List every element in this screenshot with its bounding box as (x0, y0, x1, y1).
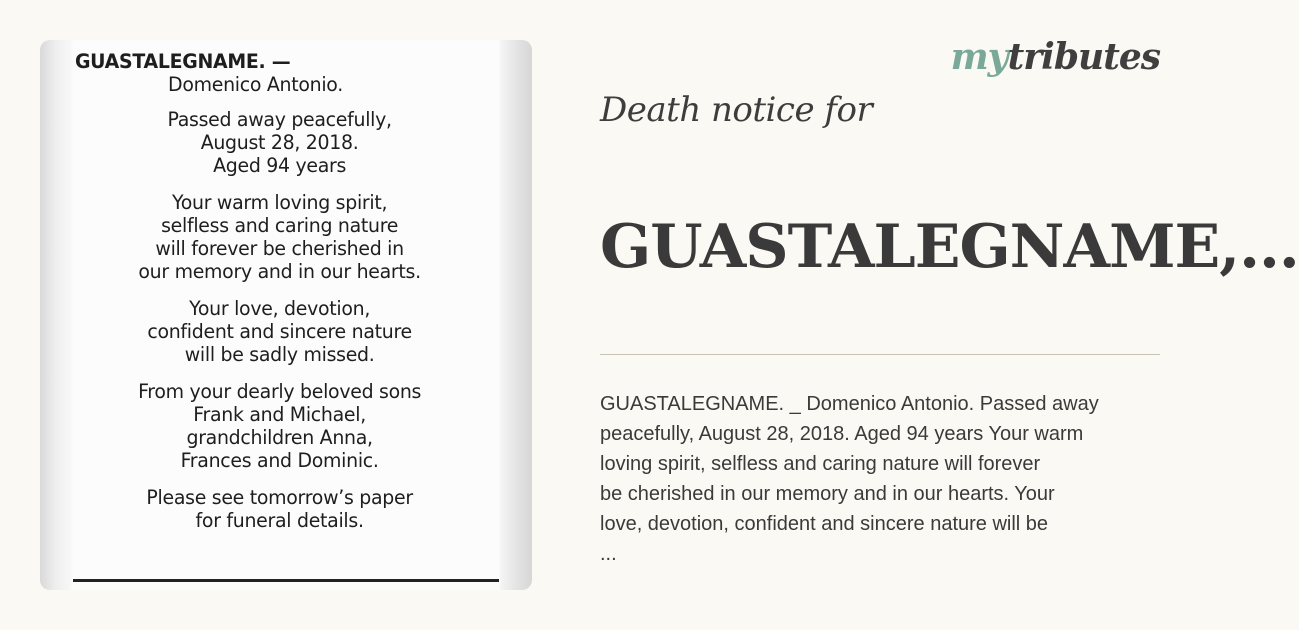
clipping-line: August 28, 2018. (200, 131, 359, 154)
clipping-paragraph-passing (73, 108, 486, 177)
clipping-paragraph-love (73, 297, 486, 366)
clipping-line: Aged 94 years (213, 154, 347, 177)
clipping-line: Please see tomorrow’s paper (146, 486, 413, 509)
clipping-line: From your dearly beloved sons (138, 380, 422, 403)
excerpt-line: loving spirit, selfless and caring nature will forever (600, 453, 1041, 475)
clipping-line: selfless and caring nature (161, 214, 399, 237)
clipping-paragraph-spirit (73, 191, 486, 283)
logo-part-my: my (950, 36, 1008, 78)
excerpt-line: peacefully, August 28, 2018. Aged 94 years Your warm (600, 423, 1084, 445)
clipping-line: Frances and Dominic. (180, 449, 379, 472)
clipping-line: Passed away peacefully, (167, 108, 392, 131)
logo-part-tributes: tributes (1007, 36, 1160, 78)
clipping-surname: GUASTALEGNAME. — (74, 50, 291, 73)
clipping-line: will be sadly missed. (184, 343, 375, 366)
clipping-text (73, 50, 486, 532)
mytributes-logo[interactable] (951, 36, 1160, 78)
divider (600, 354, 1160, 355)
notice-excerpt (600, 389, 1160, 569)
clipping-paragraph-funeral (73, 486, 486, 532)
notice-kicker: Death notice for (600, 90, 873, 130)
clipping-line: Your warm loving spirit, (172, 191, 388, 214)
clipping-line: Your love, devotion, (189, 297, 371, 320)
clipping-given-names: Domenico Antonio. (168, 73, 343, 96)
excerpt-line: ... (600, 543, 617, 565)
deceased-name-heading: GUASTALEGNAME,... (600, 212, 1299, 282)
clipping-line: grandchildren Anna, (186, 426, 373, 449)
notice-clipping-image (40, 40, 532, 590)
clipping-line: will forever be cherished in (155, 237, 404, 260)
clipping-heading (75, 50, 486, 96)
clipping-paragraph-family (73, 380, 486, 472)
clipping-line: Frank and Michael, (193, 403, 366, 426)
clipping-line: confident and sincere nature (147, 320, 412, 343)
excerpt-line: be cherished in our memory and in our hearts. Your (600, 483, 1055, 505)
excerpt-line: GUASTALEGNAME. _ Domenico Antonio. Passed away (600, 393, 1099, 415)
excerpt-line: love, devotion, confident and sincere nature will be (600, 513, 1049, 535)
clipping-line: for funeral details. (195, 509, 364, 532)
clipping-bottom-rule (73, 579, 499, 582)
clipping-line: our memory and in our hearts. (138, 260, 421, 283)
